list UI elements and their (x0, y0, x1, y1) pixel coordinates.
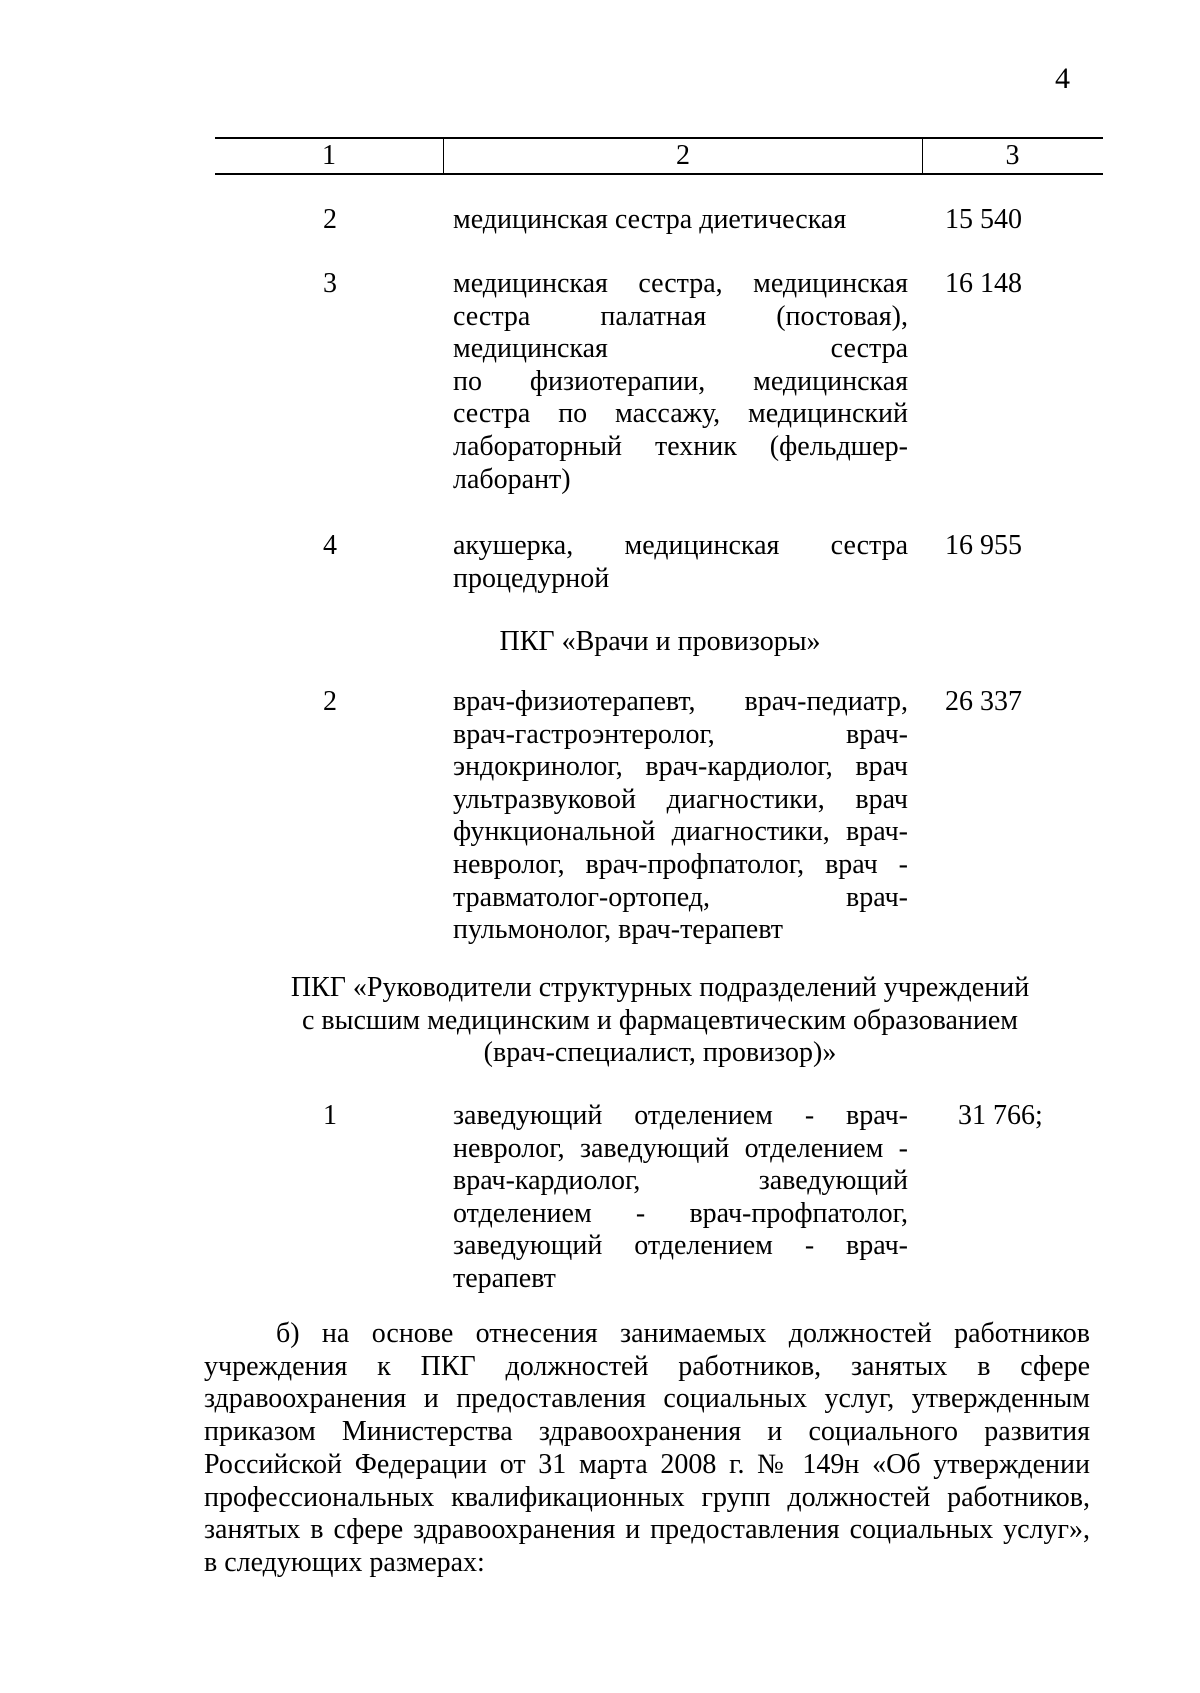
group-title-line: (врач-специалист, провизор)» (483, 1037, 837, 1068)
paragraph-line: учреждения к ПКГ должностей работников, занятых в сфере (204, 1350, 1090, 1382)
group-title-line: ПКГ «Руководители структурных подразделений учреждений (290, 972, 1030, 1003)
table-header-row (215, 137, 1103, 175)
row-position-names (453, 204, 908, 237)
position-line: лаборант) (453, 463, 571, 495)
row-salary-value: 16 148 (945, 268, 1022, 299)
position-line: врач-физиотерапевт, врач-педиатр, (453, 686, 908, 717)
position-line: акушерка, медицинская сестра (453, 530, 908, 561)
row-salary-value: 31 766; (958, 1100, 1043, 1131)
position-line: ультразвуковой диагностики, врач (453, 783, 908, 815)
position-line: невролог, заведующий отделением - (453, 1132, 908, 1164)
position-line: медицинская сестра (453, 333, 908, 365)
position-line: лабораторный техник (фельдшер- (453, 430, 908, 462)
position-line: функциональной диагностики, врач- (453, 816, 908, 848)
position-line: травматолог-ортопед, врач- (453, 881, 908, 913)
paragraph-line: в следующих размерах: (204, 1546, 485, 1578)
position-line: отделением - врач-профпатолог, (453, 1197, 908, 1229)
group-title-line: с высшим медицинским и фармацевтическим образованием (302, 1004, 1018, 1036)
row-salary-value: 26 337 (945, 686, 1022, 717)
group-title-line: ПКГ «Врачи и провизоры» (499, 626, 821, 657)
row-qualification-level: 2 (323, 204, 337, 235)
row-position-names (453, 530, 908, 595)
position-line: врач-кардиолог, заведующий (453, 1165, 908, 1197)
position-line: врач-гастроэнтеролог, врач- (453, 718, 908, 750)
paragraph-line: приказом Министерства здравоохранения и социального развития (204, 1416, 1090, 1448)
row-position-names (453, 268, 908, 496)
paragraph-line: профессиональных квалификационных групп должностей работников, (204, 1481, 1090, 1513)
position-line: медицинская сестра диетическая (453, 204, 847, 235)
row-qualification-level: 4 (323, 530, 337, 561)
paragraph-b (204, 1318, 1090, 1580)
position-line: эндокринолог, врач-кардиолог, врач (453, 751, 908, 783)
position-line: медицинская сестра, медицинская (453, 268, 908, 299)
table-header-col-2: 2 (443, 139, 923, 173)
row-salary-value: 16 955 (945, 530, 1022, 561)
page-number: 4 (1055, 62, 1070, 95)
position-line: по физиотерапии, медицинская (453, 365, 908, 397)
table-header-col-1: 1 (322, 140, 336, 171)
table-header-col-3: 3 (1005, 140, 1020, 171)
paragraph-line: б) на основе отнесения занимаемых должностей работников (276, 1318, 1090, 1349)
paragraph-line: Российской Федерации от 31 марта 2008 г. № 149н «Об утверждении (204, 1448, 1090, 1480)
position-line: заведующий отделением - врач- (453, 1100, 908, 1131)
position-line: невролог, врач-профпатолог, врач - (453, 848, 908, 880)
group-title-doctors (410, 626, 910, 659)
row-qualification-level: 3 (323, 268, 337, 299)
position-line: процедурной (453, 562, 610, 594)
position-line: сестра по массажу, медицинский (453, 398, 908, 430)
position-line: заведующий отделением - врач- (453, 1230, 908, 1262)
paragraph-line: здравоохранения и предоставления социальных услуг, утвержденным (204, 1383, 1090, 1415)
position-line: терапевт (453, 1262, 556, 1294)
row-qualification-level: 1 (323, 1100, 337, 1131)
position-line: сестра палатная (постовая), (453, 300, 908, 332)
row-salary-value: 15 540 (945, 204, 1022, 235)
paragraph-line: занятых в сфере здравоохранения и предоставления социальных услуг», (204, 1514, 1090, 1546)
row-position-names (453, 1100, 908, 1296)
row-qualification-level: 2 (323, 686, 337, 717)
group-title-heads (230, 972, 1090, 1070)
row-position-names (453, 686, 908, 947)
position-line: пульмонолог, врач-терапевт (453, 914, 783, 946)
